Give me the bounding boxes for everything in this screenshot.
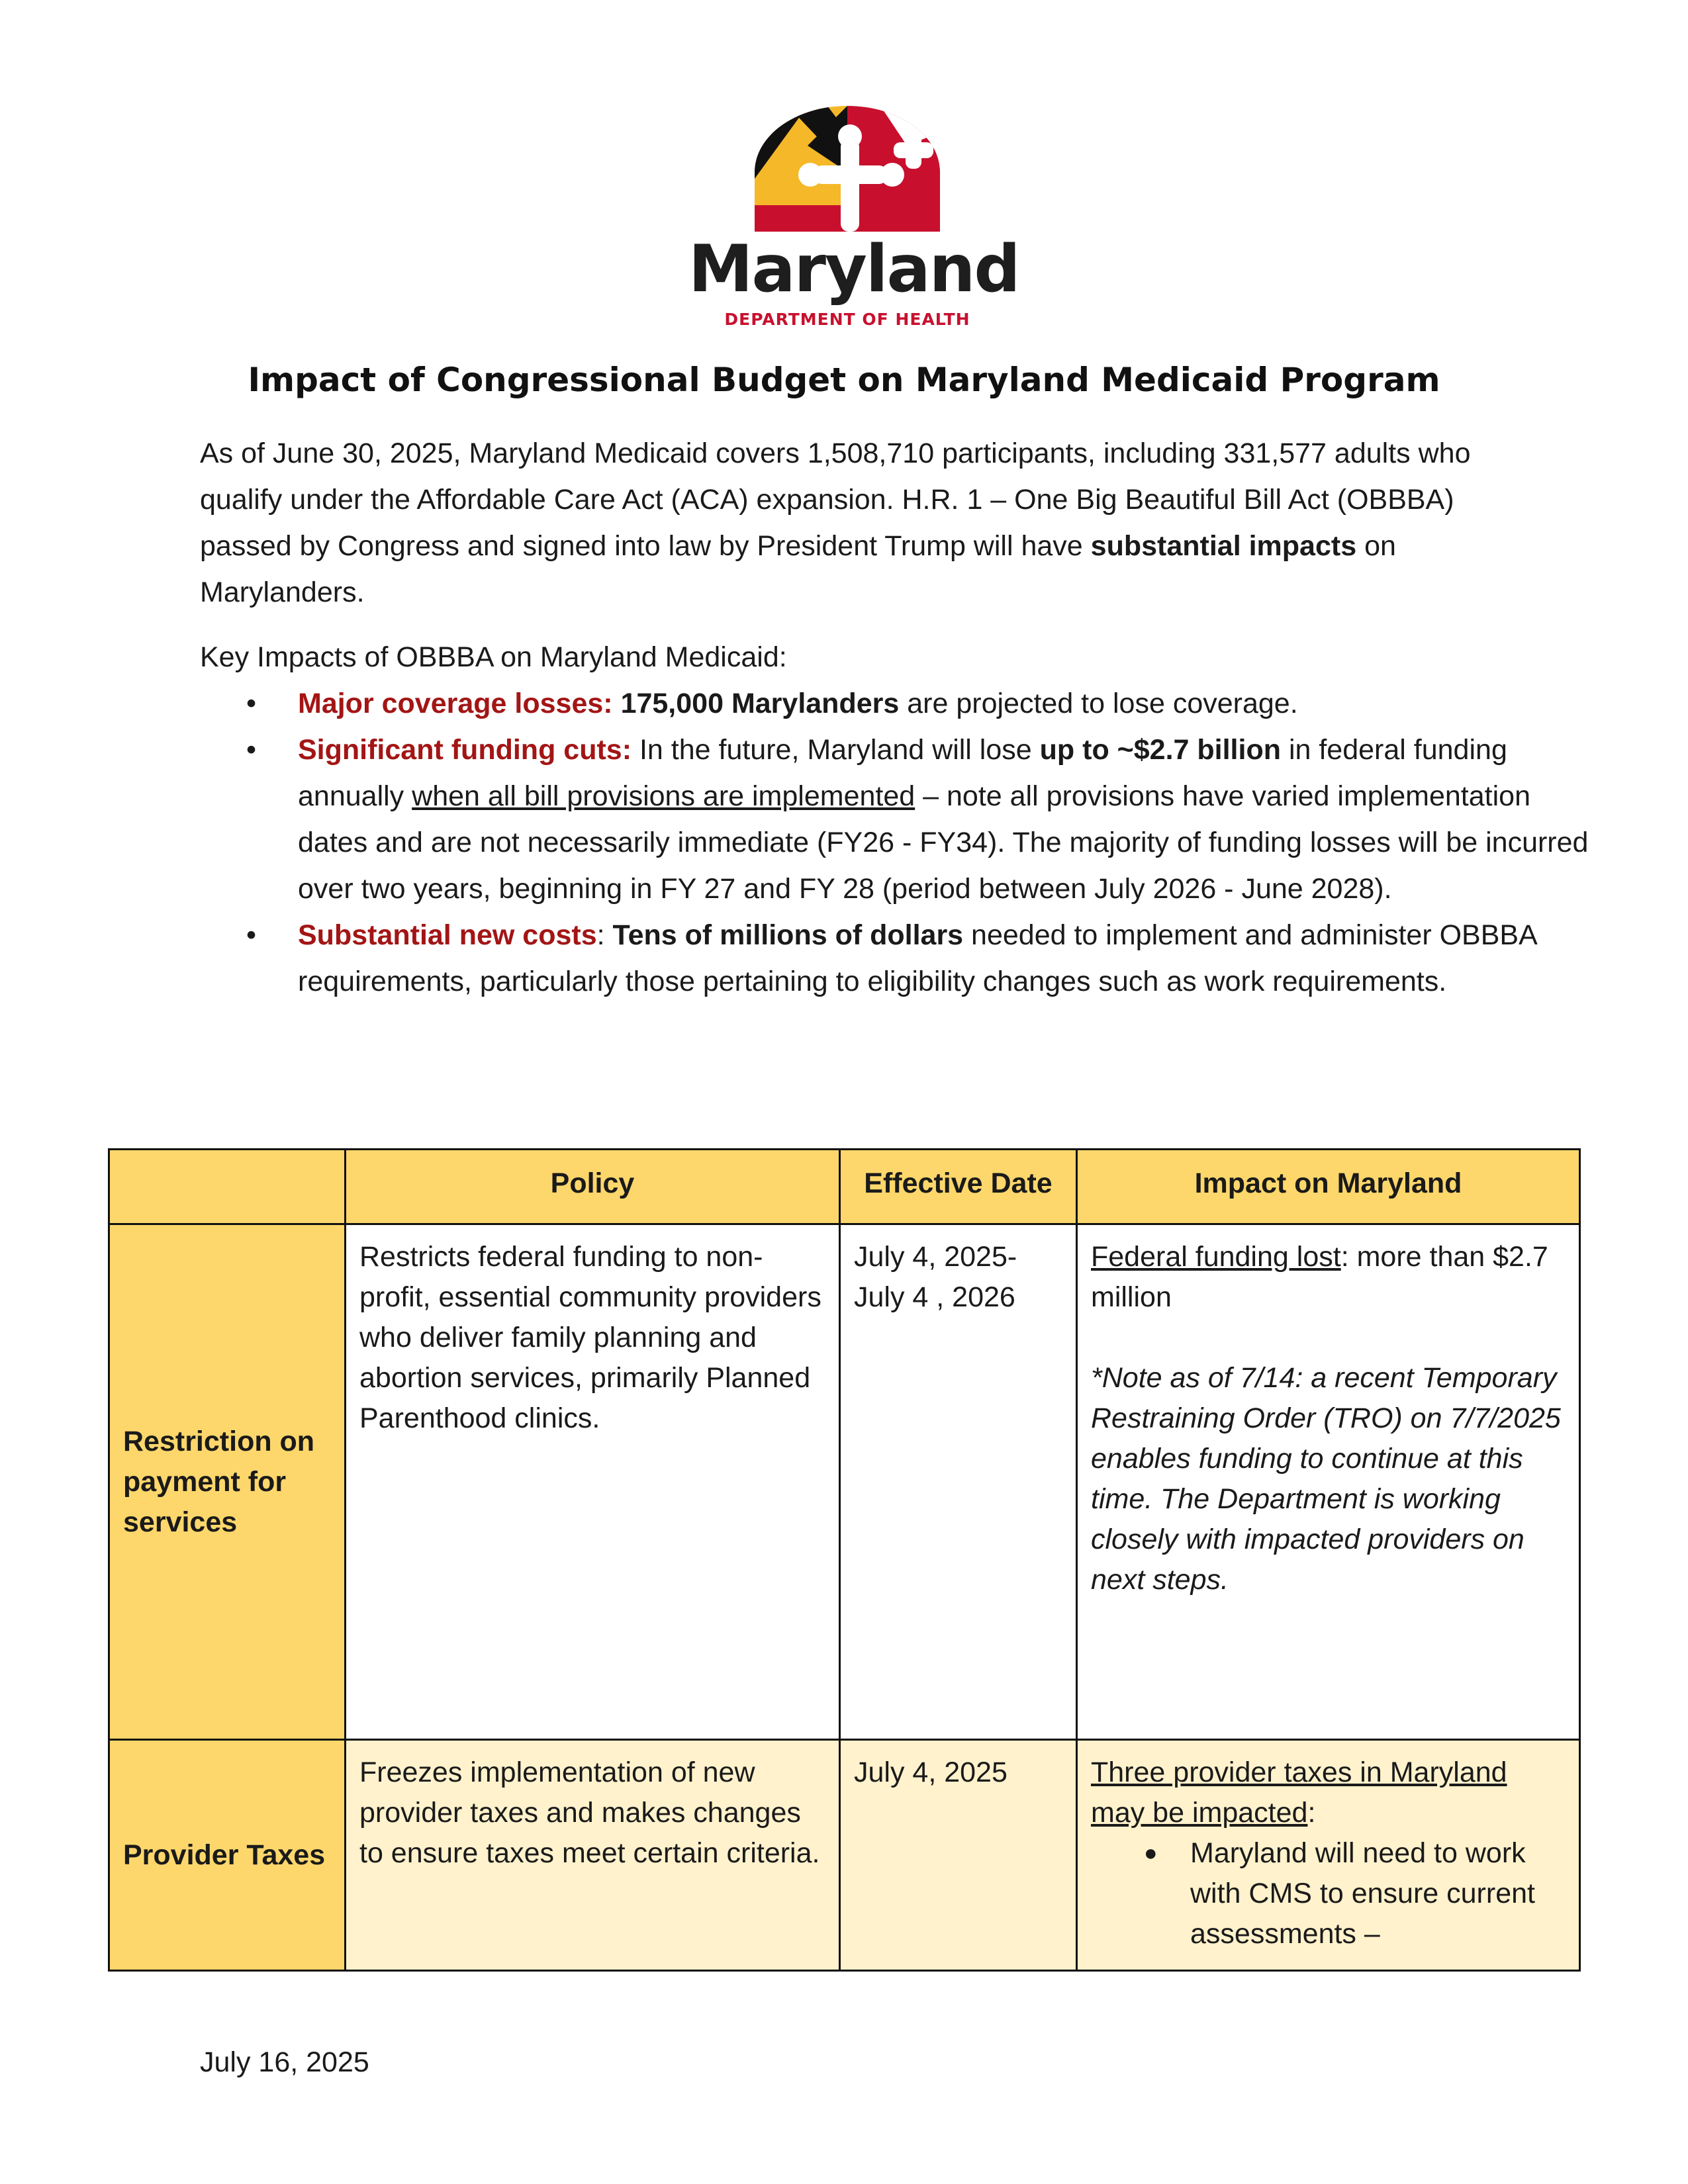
impact-separator: : <box>596 919 613 951</box>
policy-cell: Restricts federal funding to non-profit, essential community providers who deliver family planning and abortion services, primarily Planned Parenthood clinics. <box>346 1224 840 1740</box>
date-line: July 4 , 2026 <box>854 1281 1015 1313</box>
table-row <box>109 1740 1580 1971</box>
header-empty <box>109 1150 346 1224</box>
date-cell: July 4, 2025 <box>840 1740 1077 1971</box>
date-cell <box>840 1224 1077 1740</box>
list-item <box>298 912 1595 1005</box>
impact-underline: Three provider taxes in Maryland may be impacted <box>1091 1756 1507 1829</box>
maryland-flag-icon <box>748 106 947 232</box>
intro-text-1: As of June 30, 2025, Maryland Medicaid covers 1,508,710 participants, including 331,577 adults who qualify under the Affordable Care Act (ACA) expansion. H.R. 1 – One Big Beautiful Bill Act (OBBBA) passed by Congress and signed into law by President Trump will have <box>200 437 1471 562</box>
impact-text: In the future, Maryland will lose <box>632 734 1040 766</box>
impact-text: – note all provisions have varied implementation dates and are not necessarily immediate (FY26 - FY34). The majority of funding losses will be incurred over two years, beginning in FY 27 and FY 28 (period between July 2026 - June 2028). <box>298 780 1589 905</box>
table-header-row <box>109 1150 1580 1224</box>
impact-colon: : <box>1307 1797 1316 1829</box>
policy-table <box>108 1148 1581 1972</box>
header-effective-date: Effective Date <box>840 1150 1077 1224</box>
impact-text: are projected to lose coverage. <box>899 688 1298 719</box>
intro-bold: substantial impacts <box>1090 530 1357 562</box>
list-item <box>298 680 1595 727</box>
impact-underline: Federal funding lost <box>1091 1241 1341 1273</box>
footer-date: July 16, 2025 <box>200 2046 369 2078</box>
header-impact: Impact on Maryland <box>1077 1150 1580 1224</box>
impact-label: Significant funding cuts: <box>298 734 632 766</box>
logo-brand-text: Maryland <box>688 232 1019 307</box>
impact-sublist <box>1091 1833 1566 1954</box>
impact-note: *Note as of 7/14: a recent Temporary Restraining Order (TRO) on 7/7/2025 enables funding to continue at this time. The Department is working closely with impacted providers on next steps. <box>1091 1362 1561 1596</box>
impacts-list <box>200 680 1595 1005</box>
intro-paragraph <box>200 430 1497 615</box>
impact-underline: when all bill provisions are implemented <box>412 780 915 812</box>
table-row <box>109 1224 1580 1740</box>
key-impacts-heading: Key Impacts of OBBBA on Maryland Medicaid: <box>200 641 787 673</box>
header-policy: Policy <box>346 1150 840 1224</box>
impact-bold: Tens of millions of dollars <box>612 919 964 951</box>
impact-label: Major coverage losses: <box>298 688 613 719</box>
list-item <box>298 727 1595 912</box>
impact-cell <box>1077 1224 1580 1740</box>
impact-cell <box>1077 1740 1580 1971</box>
impact-text: needed to implement and administer OBBBA requirements, particularly those pertaining to eligibility changes such as work requirements. <box>298 919 1536 997</box>
maryland-health-logo <box>688 99 1019 329</box>
page-title: Impact of Congressional Budget on Maryland Medicaid Program <box>248 361 1440 399</box>
policy-cell: Freezes implementation of new provider taxes and makes changes to ensure taxes meet certain criteria. <box>346 1740 840 1971</box>
impact-separator <box>613 688 621 719</box>
logo-department-text: DEPARTMENT OF HEALTH <box>724 310 970 329</box>
list-item: ● Maryland will need to work with CMS to ensure current assessments – <box>1190 1833 1566 1954</box>
intro-text-2: on Marylanders. <box>200 530 1396 608</box>
row-label: Restriction on payment for services <box>109 1224 346 1740</box>
impact-bold: up to ~$2.7 billion <box>1039 734 1281 766</box>
impact-text: : more than $2.7 million <box>1091 1241 1548 1313</box>
impact-bold: 175,000 Marylanders <box>620 688 900 719</box>
date-line: July 4, 2025- <box>854 1241 1017 1273</box>
row-label: Provider Taxes <box>109 1740 346 1971</box>
impact-label: Substantial new costs <box>298 919 597 951</box>
impact-text: in federal funding annually <box>298 734 1507 812</box>
